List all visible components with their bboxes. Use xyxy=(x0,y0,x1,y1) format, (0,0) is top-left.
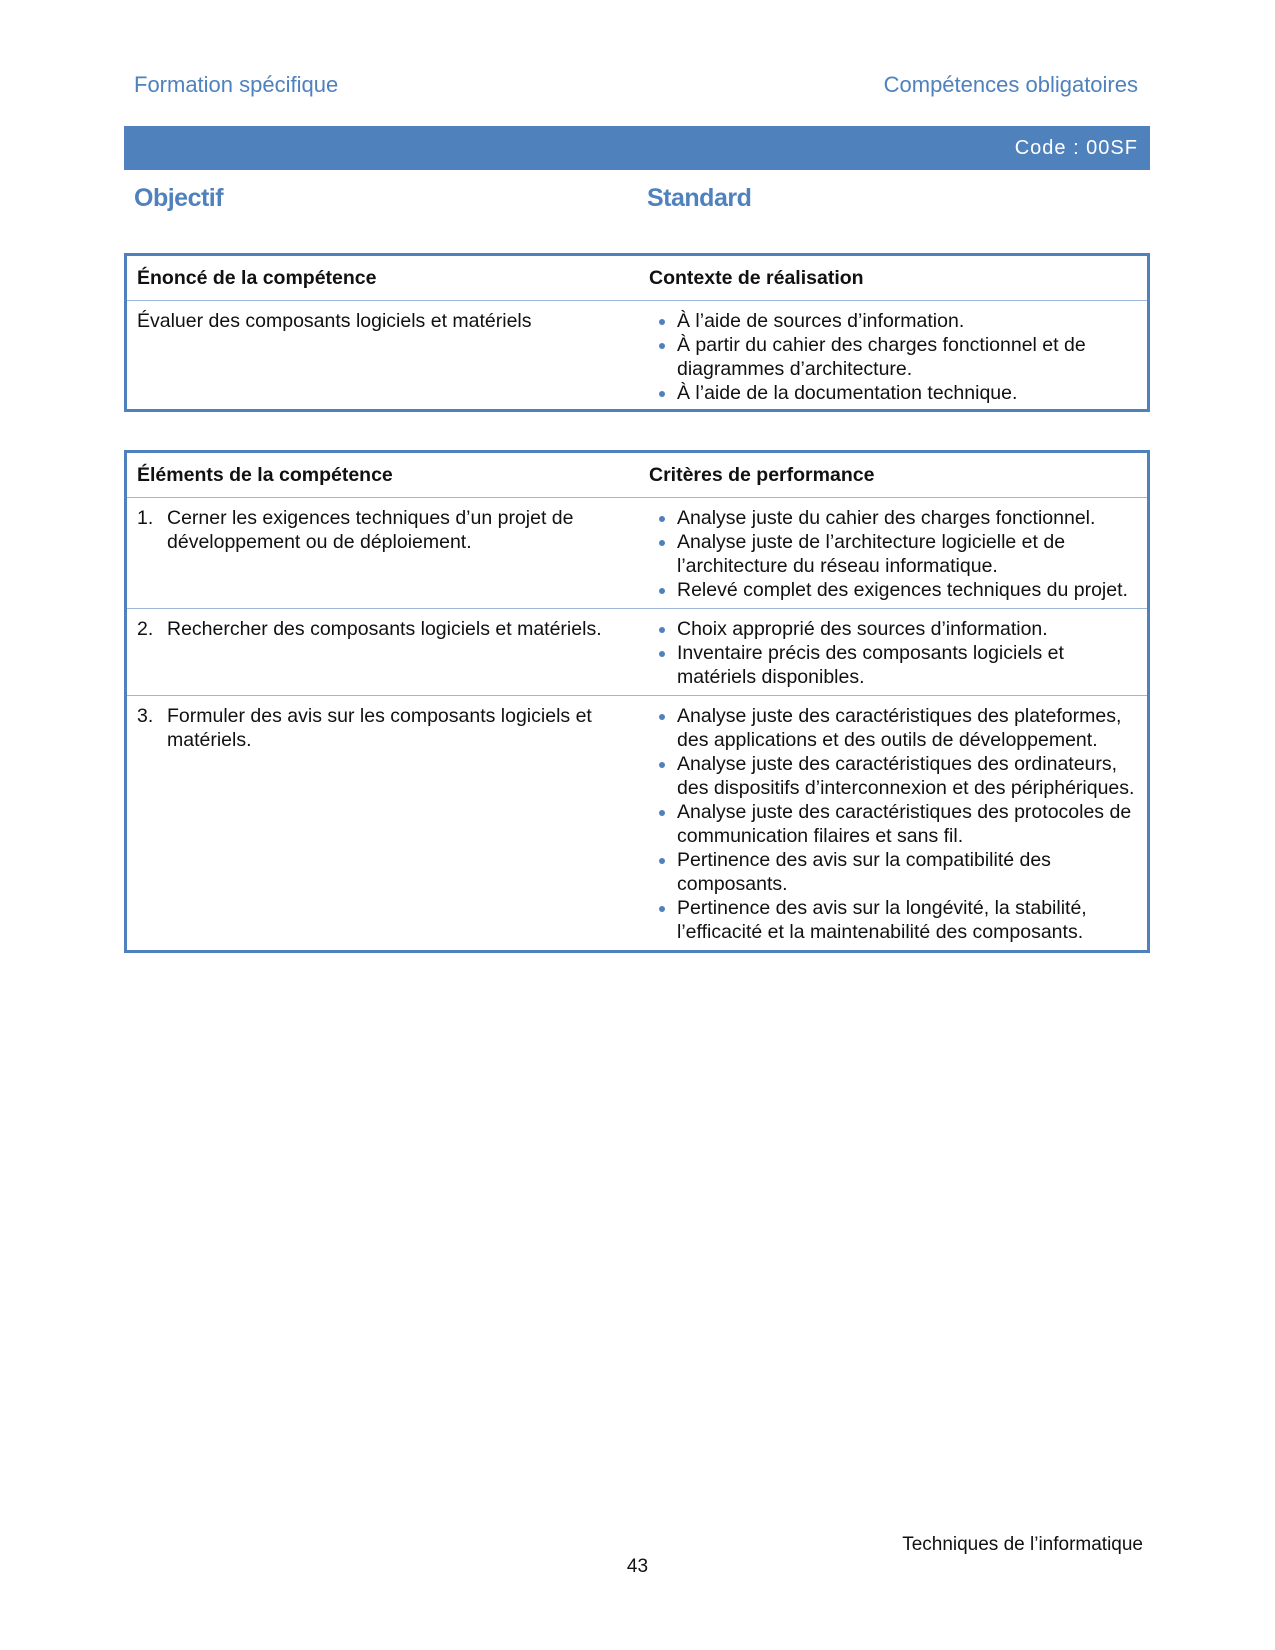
critere-item: • Analyse juste de l’architecture logicielle et de l’architecture du réseau informatique. xyxy=(677,530,1139,578)
element-text: Formuler des avis sur les composants logiciels et matériels. xyxy=(167,705,592,751)
criteres-list xyxy=(649,617,1139,689)
elements-table xyxy=(124,450,1150,953)
element-text: Rechercher des composants logiciels et matériels. xyxy=(167,618,602,640)
contexte-list xyxy=(649,309,1139,405)
col-elements: Éléments de la compétence xyxy=(137,464,393,486)
contexte-item: • À partir du cahier des charges fonctionnel et de diagrammes d’architecture. xyxy=(677,333,1139,381)
critere-item: • Analyse juste des caractéristiques des plateformes, des applications et des outils de développement. xyxy=(677,704,1139,752)
critere-item: • Analyse juste des caractéristiques des ordinateurs, des dispositifs d’interconnexion et des périphériques. xyxy=(677,752,1139,800)
critere-item: • Inventaire précis des composants logiciels et matériels disponibles. xyxy=(677,641,1139,689)
enonce-text: Évaluer des composants logiciels et matériels xyxy=(126,301,640,411)
criteres-list xyxy=(649,506,1139,602)
section-standard: Standard xyxy=(647,184,752,212)
critere-item: • Pertinence des avis sur la compatibilité des composants. xyxy=(677,848,1139,896)
col-enonce: Énoncé de la compétence xyxy=(137,267,377,289)
critere-item: • Analyse juste du cahier des charges fonctionnel. xyxy=(677,506,1139,530)
criteres-list xyxy=(649,704,1139,944)
code-bar xyxy=(124,126,1150,170)
table-row xyxy=(126,498,1149,609)
element-text: Cerner les exigences techniques d’un projet de développement ou de déploiement. xyxy=(167,507,574,553)
table-row xyxy=(126,696,1149,952)
page-number: 43 xyxy=(626,1556,649,1577)
enonce-table xyxy=(124,253,1150,412)
contexte-item: • À l’aide de la documentation technique. xyxy=(677,381,1139,405)
footer-program: Techniques de l’informatique xyxy=(902,1534,1143,1555)
header-right: Compétences obligatoires xyxy=(883,72,1138,97)
header-left: Formation spécifique xyxy=(134,72,339,97)
critere-item: • Choix approprié des sources d’information. xyxy=(677,617,1139,641)
code-label: Code : 00SF xyxy=(1014,137,1138,159)
critere-item: • Pertinence des avis sur la longévité, la stabilité, l’efficacité et la maintenabilité des composants. xyxy=(677,896,1139,944)
col-criteres: Critères de performance xyxy=(649,464,875,486)
element-number: 2. xyxy=(137,618,154,640)
element-number: 3. xyxy=(137,705,154,727)
section-objectif: Objectif xyxy=(134,184,224,212)
critere-item: • Relevé complet des exigences techniques du projet. xyxy=(677,578,1139,602)
critere-item: • Analyse juste des caractéristiques des protocoles de communication filaires et sans fil. xyxy=(677,800,1139,848)
table-row xyxy=(126,609,1149,696)
element-number: 1. xyxy=(137,507,154,529)
contexte-item: • À l’aide de sources d’information. xyxy=(677,309,1139,333)
col-contexte: Contexte de réalisation xyxy=(649,267,864,289)
